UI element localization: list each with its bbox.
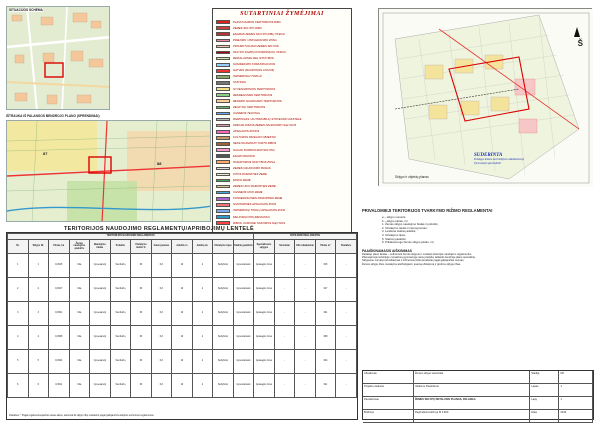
regulation-line: 4. Užstatymo tipas; [382,232,406,237]
table-cell: 0,6 [151,374,172,398]
title-block-rows [363,371,593,423]
legend-item-label: SANITARINĖS APSAUGOS ZONA [233,203,277,207]
legend-swatch [216,173,230,177]
legend-swatch [216,20,230,24]
table-cell: 0,0611 [49,374,70,398]
legend-item-label: SUSISIEKIMO KOMUNIKACIJOS [233,63,276,67]
title-block-cell: Užsakovas [363,371,414,383]
table-cell: 0,6 [151,302,172,326]
legend-swatch [216,75,230,79]
legend-item-label: MELIORACIJOS ĮRENGINIAI [233,215,270,219]
notes-lines [362,253,594,266]
table-cell: 30 [131,374,152,398]
table-cell: 2 [192,254,213,278]
legend-swatch [216,179,230,183]
group-header-main: TERITORIJOS NAUDOJIMO REGLAMENTAS [8,234,254,240]
table-cell: - [336,278,357,302]
table-cell: Gyvenamasis [233,374,254,398]
table-cell: 1 [28,254,49,278]
table-cell: Sodybinis [213,254,234,278]
column-header: Pobūdis [110,240,131,254]
table-cell: 0,6 [151,254,172,278]
general-plan-excerpt [6,120,211,222]
table-cell: Sodybinis [213,326,234,350]
plan-caption: Sklypo ir objektų planas [395,175,429,179]
legend-swatch [216,45,230,49]
table-cell: 0,0617 [49,278,70,302]
legend-swatch [216,154,230,158]
title-block-cell: Data [530,410,559,422]
table-cell: 617 [315,278,336,302]
column-header: Aukštų sk. [192,240,213,254]
table-cell: 608 [315,326,336,350]
legend-item-label: GATVĖS (RAUDONOS LINIJOS) [233,69,275,73]
legend-swatch [216,106,230,110]
table-cell: - [295,326,316,350]
legend-item-label: NUMATOMOS STATYBOS ZONA [233,160,276,164]
legend-swatch [216,209,230,213]
title-block-row [363,371,593,384]
legend-swatch [216,57,230,61]
legend-item-label: REKREACINĖS TERITORIJOS [233,93,273,97]
legend-swatch [216,221,230,225]
legend-item-label: ŽEMĖS ŪKIO PASKIRTIES ŽEMĖ [233,185,276,189]
title-block-cell: Brėžinys [363,410,414,422]
table-cell: - [274,326,295,350]
regulation-table-footnote: Pastabos: * Pagal reglamentuojančius teisės aktus, atstumai iki sklypo ribų nustatomi pagal galiojančius statybos techninius reglamentus. [9,414,155,417]
legend-title: SUTARTINIAI ŽYMĖJIMAI [240,11,324,17]
table-cell: 615 [315,254,336,278]
table-cell: 2 [8,278,29,302]
situation-map [6,6,110,110]
table-cell: Gyvenamoji [90,302,111,326]
table-cell: Vienbučių [110,302,131,326]
regulation-line: 3. Leistinas statinių aukštis; [382,229,417,234]
table-cell: Vienbučių [110,350,131,374]
legend-item-label: ESAMI PASTATAI [233,154,256,158]
table-cell: 0,0621 [49,302,70,326]
legend-item-label: SPECIALIOSIOS ŽEMĖS NAUDOJIMO SĄLYGOS [233,124,297,128]
regulation-line: b – sklypo plotas, m² [382,218,408,223]
regulation-line: 6. Priklausomųjų žemės sklypų plotas, m²; [382,240,435,245]
legend-swatch [216,118,230,122]
legend-list [213,19,351,226]
column-header: Žemės naudojimo paskirtis [69,240,90,254]
legend-item-label: MIŠKO ŽEMĖ [233,178,251,182]
north-arrow-icon [574,27,580,37]
legend-item-label: INŽINERINIŲ TINKLŲ APSAUGOS ZONA [233,209,286,213]
table-row [8,302,357,326]
legend-item-label: APSAUGOS ZONOS [233,130,260,134]
table-cell: - [336,302,357,326]
legend-swatch [216,215,230,219]
table-cell: - [274,302,295,326]
table-cell: Apsaugos zona [254,278,275,302]
title-block-cell: Pagrindinis brėžinys M 1:500 [414,410,530,422]
legend-item-label: NEKILNOJAMOJO TURTO RIBOS [233,142,277,146]
table-cell: 611 [315,374,336,398]
table-cell: 10 [172,278,193,302]
table-cell: 2 [192,278,213,302]
table-cell: Gyvenamoji [90,374,111,398]
table-cell: Vienbučių [110,254,131,278]
title-block-row [363,384,593,397]
table-cell: Gyvenamasis [233,254,254,278]
title-block-row [363,410,593,423]
table-cell: Gyvenamoji [90,278,111,302]
regulation-table [6,232,358,420]
table-cell: 6 [8,374,29,398]
table-cell: Apsaugos zona [254,350,275,374]
note-line: Detaliojo plano tikslas – suformuoti žemės sklypus ir nustatyti teritorijos naudojimo reglamentus. [362,252,472,256]
legend-swatch [216,63,230,67]
zone-number-88: 88 [157,161,162,166]
table-cell: Kita [69,302,90,326]
regulation-table-title: TERITORIJOS NAUDOJIMO REGLAMENTŲ/APRIBOJIMŲ LENTELĖ [64,226,254,232]
table-row [8,350,357,374]
table-cell: - [295,350,316,374]
regulation-line: a – sklypo numeris; [382,215,407,219]
approval-stamp [474,153,554,181]
table-cell: Vienbučių [110,374,131,398]
legend-item-label: GYVENAMOSIOS TERITORIJOS [233,87,276,91]
table-cell: - [295,278,316,302]
table-cell: 5 [28,350,49,374]
title-block [362,370,594,420]
table-cell: 4 [8,326,29,350]
table-cell: - [295,302,316,326]
legend-item-label: ŽELDYNŲ TERITORIJOS [233,105,266,109]
table-cell: 1 [8,254,29,278]
table-cell: 0,6 [151,278,172,302]
legend-swatch [216,51,230,55]
table-cell: 0,0624 [49,350,70,374]
table-cell: - [274,350,295,374]
table-cell: Vienbučių [110,278,131,302]
table-cell: Kita [69,254,90,278]
title-block-row [363,397,593,410]
legend-item-label: ŽEMĖS SKLYPO RIBA [233,26,262,30]
legend-item-label: INŽINERINIAI TINKLAI [233,75,262,79]
legend-swatch [216,191,230,195]
table-cell: Apsaugos zona [254,374,275,398]
column-header: Plotas m² [315,240,336,254]
column-header: Plotas, ha [49,240,70,254]
column-header: Naudojimo būdas [90,240,111,254]
table-row [8,326,357,350]
legend-item-label: STATINIAI [233,81,246,85]
table-cell: 0,0608 [49,326,70,350]
title-block-cell: DP [559,371,593,383]
legend-swatch [216,148,230,152]
regulation-line: 5. Statinių paskirtis; [382,236,407,241]
title-block-cell: 2013 [559,410,593,422]
column-header: Servitutai [274,240,295,254]
table-cell: Apsaugos zona [254,254,275,278]
table-row [8,254,357,278]
title-block-cell: ŽEMĖS SKLYPŲ DETALUSIS PLANAS, PALANGA [414,397,530,409]
stamp-line-3: Vyresnioji specialistė [474,161,501,166]
title-block-cell: 1 [559,384,593,396]
table-cell: 2 [28,278,49,302]
table-cell: 4 [28,326,49,350]
table-cell: Gyvenamasis [233,302,254,326]
legend-swatch [216,130,230,134]
column-header: Pastabos [336,240,357,254]
title-block-cell: Pavadinimas [363,397,414,409]
situation-map-label: SITUACIJOS SCHEMA [9,8,43,12]
table-cell: 2 [192,350,213,374]
legend-item-label: PLANUOJAMOS TERITORIJOS RIBA [233,20,281,24]
table-cell: 10 [172,326,193,350]
column-header: Nr. [8,240,29,254]
legend-swatch [216,26,230,30]
legend-swatch [216,160,230,164]
note-line: Žemės sklypų ribos nustatytos atsižvelgiant į esamą užstatymą ir gretimų sklypų ribas. [362,262,461,266]
title-block-cell: Stadija [530,371,559,383]
table-cell: - [295,254,316,278]
table-cell: 10 [172,254,193,278]
table-cell: 0,0615 [49,254,70,278]
legend-swatch [216,203,230,207]
table-cell: - [274,254,295,278]
legend-item-label: KITOS PASKIRTIES ŽEMĖ [233,172,267,176]
table-cell: Gyvenamoji [90,350,111,374]
table-cell: 10 [172,374,193,398]
column-header: Specialiosios sąlygos [254,240,275,254]
column-header: Statinių paskirtis [233,240,254,254]
private-regulation-title: PRIVALOMIEJI TERITORIJOS TVARKYMO RIŽIMO REGLAMENTAI [362,208,493,213]
legend-item-label: KULTŪROS PAVELDO OBJEKTAI [233,136,276,140]
notes-title: PAAIŠKINAMASIS AIŠKINIMAS [362,248,412,253]
table-cell: Sodybinis [213,278,234,302]
legend-item-label: RIBOS, KURIOSE TAIKOMOS SĄLYGOS [233,221,286,225]
legend-item-label: PROJEKTUOJAMI ŽEMĖS SKLYPAI [233,44,279,48]
table-cell: Gyvenamoji [90,326,111,350]
table-cell: - [274,374,295,398]
title-block-cell: Lapas [530,384,559,396]
legend-swatch [216,142,230,146]
regulation-table-grid [7,233,357,398]
legend-swatch [216,136,230,140]
private-regulation-lines [362,216,594,245]
legend-swatch [216,32,230,36]
table-cell: 30 [131,326,152,350]
legend-swatch [216,39,230,43]
legend-swatch [216,185,230,189]
group-header-extra: PAPILDOMI REGLAMENTAI [254,234,357,240]
legend-swatch [216,197,230,201]
table-cell: - [274,278,295,302]
stamp-line-1: SUDERINTA [474,153,503,158]
table-cell: Kita [69,326,90,350]
title-block-cell: Vardenis Pavardenis [414,384,530,396]
table-cell: Gyvenamoji [90,254,111,278]
table-cell: - [336,326,357,350]
table-cell: 2 [192,374,213,398]
title-block-cell: Projekto vadovas [363,384,414,396]
note-line: Planuojamoje teritorijoje numatoma gyvenamųjų namų statyba, laikantis bendrojo plano sprendinių. [362,256,476,260]
stamp-line-2: Palangos miesto savivaldybės administracija [474,158,524,161]
zone-number-87: 87 [43,151,48,156]
table-cell: 30 [131,302,152,326]
table-cell: 3 [8,302,29,326]
table-cell: 0,6 [151,350,172,374]
legend-item-label: REIKALAVIMAI DĖL STATYBOS [233,57,274,61]
table-cell: - [336,374,357,398]
table-cell: 10 [172,350,193,374]
legend-panel [212,8,352,240]
table-cell: Gyvenamasis [233,278,254,302]
legend-item-label: KONSERVACINĖS PASKIRTIES ŽEMĖ [233,197,283,201]
table-cell: 30 [131,278,152,302]
table-cell: Apsaugos zona [254,326,275,350]
table-cell: 3 [28,302,49,326]
table-cell: Apsaugos zona [254,302,275,326]
regulation-line: 1. Žemės sklypo naudojimo būdas ir pobūdis; [382,222,439,227]
legend-swatch [216,87,230,91]
table-cell: 5 [8,350,29,374]
legend-swatch [216,93,230,97]
title-block-cell: Žemės sklypo savininkai [414,371,530,383]
table-cell: Gyvenamasis [233,326,254,350]
legend-item-label: ESAMAS ŽEMĖS SKLYPO RIBŲ TAŠKAI [233,32,285,36]
title-block-cell: Lapų [530,397,559,409]
legend-item-label: PRIĖJIMO / PRIVAŽIAVIMO ZONA [233,38,277,42]
column-header: Užstatymo tankis % [131,240,152,254]
table-cell: Gyvenamasis [233,350,254,374]
note-line: Sklypuose numatyti privažiavimai ir inžinerinių tinklų koridoriai pagal galiojančias normas. [362,259,465,263]
table-cell: Sodybinis [213,350,234,374]
table-cell: 6 [28,374,49,398]
table-cell: 30 [131,350,152,374]
column-header: Kiti reikalavimai [295,240,316,254]
legend-item-label: ŽEMĖS NAUDOJIMO BŪDAS [233,166,271,170]
table-cell: 624 [315,350,336,374]
legend-item-label: BENDRO NAUDOJIMO TERITORIJOS [233,99,282,103]
legend-swatch [216,167,230,171]
legend-item-label: NAUJAI FORMUOJAMI SKLYPAI [233,148,275,152]
table-cell: 2 [192,302,213,326]
table-cell: Kita [69,278,90,302]
legend-item-label: PARKINGAS / AUTOMOBILIŲ STOVĖJIMO AIKŠTELĖ [233,118,302,122]
general-plan-drawing [7,121,211,222]
legend-item-label: VANDENS TELKINIAI [233,111,261,115]
table-cell: Kita [69,374,90,398]
column-header: Sklypo Nr. [28,240,49,254]
table-cell: 0,6 [151,326,172,350]
situation-map-drawing [7,7,110,110]
column-header: Intensyvumas [151,240,172,254]
legend-swatch [216,124,230,128]
north-arrow-label: Š [577,39,583,48]
title-block-cell: 1 [559,397,593,409]
table-cell: - [336,350,357,374]
table-row [8,374,357,398]
column-header: Aukštis m [172,240,193,254]
legend-item-label: SKLYPO KAMPŲ KOORDINAČIŲ TAŠKAI [233,51,286,55]
general-plan-label: IŠTRAUKA IŠ PALANGOS BENDROJO PLANO (SPRENDINIAI) [6,114,100,118]
legend-swatch [216,81,230,85]
table-row [8,278,357,302]
table-cell: 10 [172,302,193,326]
table-cell: Kita [69,350,90,374]
table-cell: Sodybinis [213,302,234,326]
legend-swatch [216,69,230,73]
table-cell: Vienbučių [110,326,131,350]
table-cell: - [336,254,357,278]
legend-swatch [216,99,230,103]
table-cell: 621 [315,302,336,326]
table-cell: Sodybinis [213,374,234,398]
column-header: Užstatymo tipas [213,240,234,254]
legend-item-label: VANDENS ŪKIO ŽEMĖ [233,191,263,195]
table-cell: 2 [192,326,213,350]
legend-swatch [216,112,230,116]
table-cell: 30 [131,254,152,278]
table-cell: - [295,374,316,398]
regulation-line: 2. Užstatymo tankis ir intensyvumas; [382,225,428,230]
